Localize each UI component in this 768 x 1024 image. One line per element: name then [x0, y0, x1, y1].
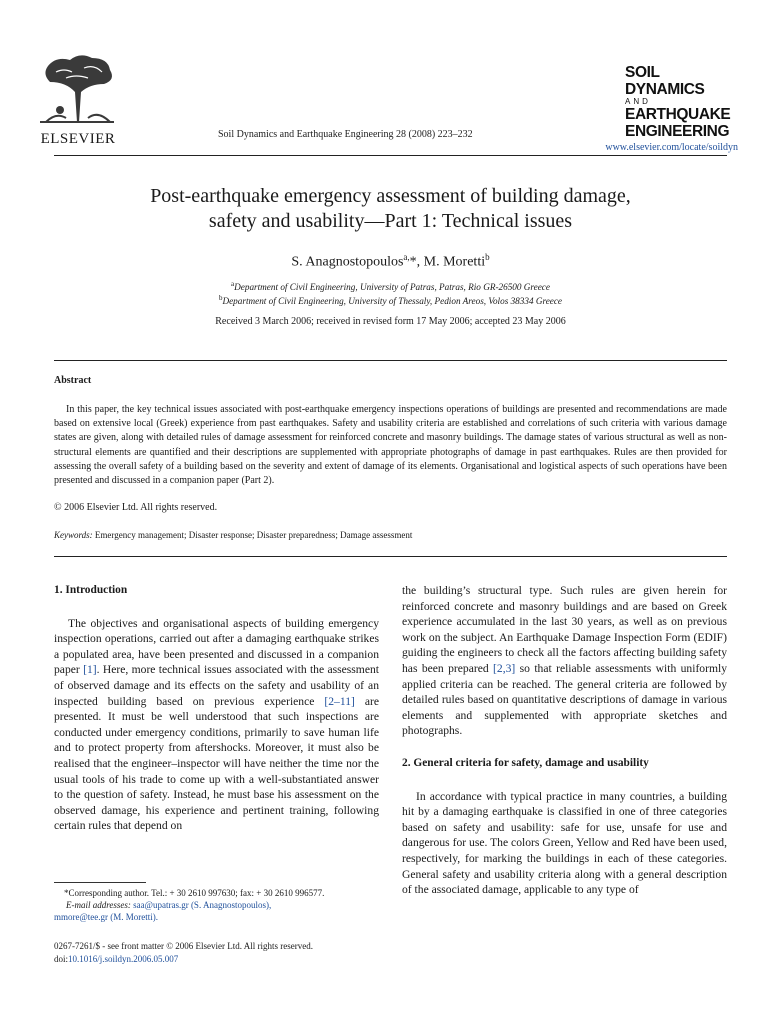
footnote-rule: [54, 882, 146, 883]
right-column: [402, 583, 727, 898]
doi-link[interactable]: 10.1016/j.soildyn.2006.05.007: [68, 954, 179, 964]
affiliation-a-text: Department of Civil Engineering, University of Patras, Patras, Rio GR-26500 Greece: [234, 282, 550, 293]
email-line-2: [54, 911, 379, 923]
front-matter-line: 0267-7261/$ - see front matter © 2006 Elsevier Ltd. All rights reserved.: [54, 941, 314, 951]
journal-logo-line-4: ENGINEERING: [625, 123, 730, 140]
title-line-2: safety and usability—Part 1: Technical issues: [208, 210, 573, 232]
email-link-2[interactable]: mmore@tee.gr (M. Moretti).: [54, 912, 159, 922]
journal-url-link[interactable]: www.elsevier.com/locate/soildyn: [605, 142, 738, 153]
affiliation-a: [54, 280, 727, 292]
article-title: [54, 184, 727, 234]
footnote: [54, 887, 379, 923]
email-link-1[interactable]: saa@upatras.gr (S. Anagnostopoulos),: [133, 900, 272, 910]
abstract-heading: Abstract: [54, 375, 92, 386]
ref-link-2-11[interactable]: [2–11]: [324, 694, 355, 708]
intro-paragraph: [54, 616, 379, 834]
ref-link-1[interactable]: [1]: [83, 663, 97, 677]
received-dates: Received 3 March 2006; received in revised form 17 May 2006; accepted 23 May 2006: [215, 316, 566, 327]
author-list: [54, 252, 727, 271]
elsevier-logo: [28, 52, 128, 147]
intro-text-a: The objectives and organisational aspects of building emergency inspection operations, carried out after a damaging earthquake strikes a populated area, have been presented and discussed in a companion paper: [54, 616, 379, 677]
abstract-top-rule: [54, 360, 727, 361]
right-paragraph-1: [402, 583, 727, 739]
abstract-text: In this paper, the key technical issues associated with post-earthquake emergency inspections operations of buildings are presented and recommendations are made based on extensive local (Greek) experience from past earthquakes. Safety and usability criteria are established and correlations of such criteria with various damage states are given, along with detailed rules of damage assessment for reinforced concrete and masonry buildings. The damage states of various structural as well as non-structural elements are quantified and their descriptions are supplemented with appropriate photographs of damage in past earthquakes. Rules are then provided for assessing the overall safety of a building based on the severity and extent of damage of its elements. Organisational and logistical aspects of such operations have been presented and discussed in a companion paper (Part 2).: [54, 404, 727, 487]
author-separator: ,: [416, 254, 424, 270]
affiliation-b-text: Department of Civil Engineering, University of Thessaly, Pedion Areos, Volos 38334 Greece: [222, 296, 563, 307]
journal-logo: [625, 64, 735, 140]
email-line: [54, 899, 379, 911]
corresponding-star[interactable]: *: [409, 254, 417, 270]
author-1: S. Anagnostopoulos: [291, 254, 404, 270]
left-column: [54, 583, 379, 834]
journal-logo-and: AND: [625, 97, 651, 106]
doi-line: [54, 953, 178, 965]
keywords-label: Keywords:: [54, 530, 93, 540]
section-1-heading: 1. Introduction: [54, 584, 128, 596]
journal-citation: Soil Dynamics and Earthquake Engineering 28 (2008) 223–232: [218, 129, 473, 140]
affiliation-a-marker: a: [231, 280, 235, 288]
keywords-list: Emergency management; Disaster response; Disaster preparedness; Damage assessment: [94, 530, 413, 540]
abstract-bottom-rule: [54, 556, 727, 557]
affiliation-b: [54, 294, 727, 306]
journal-logo-line-3: EARTHQUAKE: [625, 106, 731, 123]
abstract-copyright: © 2006 Elsevier Ltd. All rights reserved.: [54, 502, 218, 513]
author-2: M. Moretti: [423, 254, 486, 270]
doi-label: doi:: [54, 954, 69, 964]
publisher-name: ELSEVIER: [40, 131, 116, 147]
title-line-1: Post-earthquake emergency assessment of building damage,: [150, 185, 631, 207]
journal-logo-line-1: SOIL DYNAMICS: [625, 64, 705, 98]
right-text-a: the building’s structural type. Such rules are given herein for reinforced concrete and masonry buildings and are based on Greek experience accumulated in the last 30 years, as well as on previous work on the subject. An Earthquake Damage Inspection Form (EDIF) guiding the engineers to check all the factors affecting building safety has been prepared: [402, 584, 727, 675]
right-paragraph-2: In accordance with typical practice in many countries, a building hit by a damaging earthquake is classified in one of three categories based on safety and usability: safe for use, unsafe for use and dangerous for use. The colors Green, Yellow and Red have been used, respectively, for marking the buildings in each of these categories. General safety and usability criteria along with a general description of the associated damage, applicable to any type of: [402, 789, 727, 897]
header-rule: [54, 155, 727, 156]
intro-text-c: are presented. It must be well understood that such inspections are conducted under emergency conditions, primarily to save human life and to protect property from aftershocks. Moreover, it must also be realised that the engineer–inspector will have neither the time nor the usual tools of his trade to come up with a well-substantiated answer to the question of safety. Instead, he must base his assessment on the observed damage, his experience and pertinent training, following certain rules that depend on: [54, 694, 379, 833]
elsevier-tree-icon: [36, 52, 118, 124]
email-label: E-mail addresses:: [66, 900, 131, 910]
right-text-b: so that reliable assessments with uniformly applied criteria can be reached. The general criteria are followed by detailed rules based on quantitative descriptions of damage in various elements and supplemented with appropriate sketches and photographs.: [402, 661, 727, 738]
ref-link-2-3[interactable]: [2,3]: [493, 661, 516, 675]
affiliation-b-marker: b: [218, 294, 223, 302]
author-1-affil: a,: [403, 252, 410, 262]
keywords: [54, 530, 412, 540]
corresponding-author-note: *Corresponding author. Tel.: + 30 2610 997630; fax: + 30 2610 996577.: [64, 888, 325, 898]
intro-text-b: . Here, more technical issues associated with the assessment of observed damage and its effects on the safety and usability of an inspected building based on previous experience: [54, 663, 379, 708]
author-2-affil: b: [485, 252, 490, 262]
section-2-heading: 2. General criteria for safety, damage and usability: [402, 756, 649, 769]
